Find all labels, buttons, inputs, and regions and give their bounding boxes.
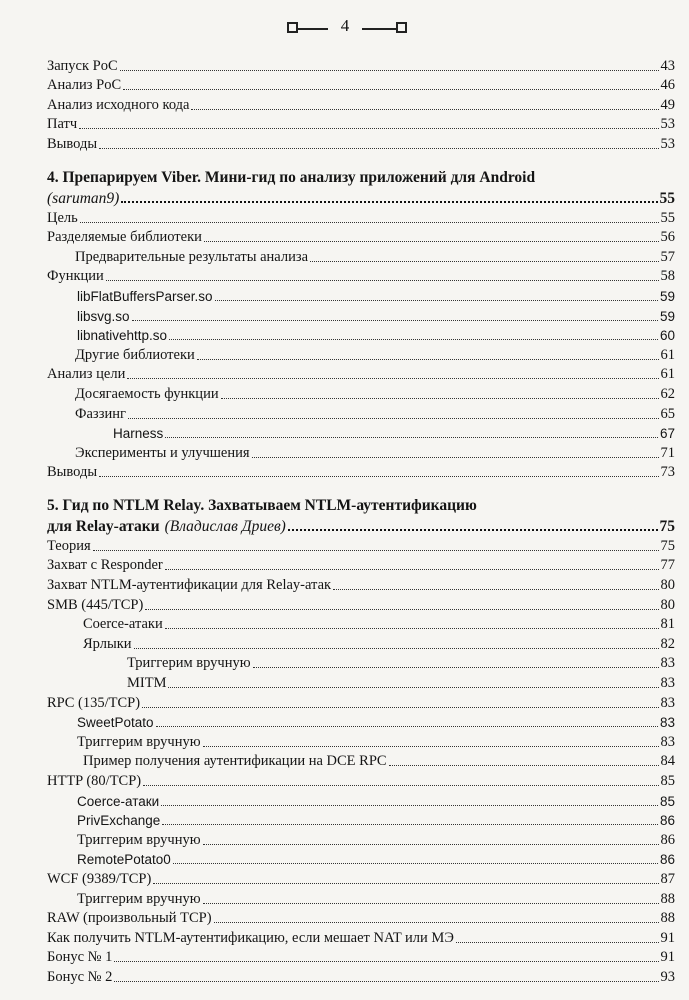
toc-entry: libFlatBuffersParser.so 59 [77,288,675,304]
table-of-contents [47,55,675,986]
header-rule-left [294,28,328,30]
toc-entry: Coerce-атаки 81 [83,616,675,633]
toc-entry: Фаззинг 65 [75,405,675,422]
page-number: 4 [340,16,350,35]
chapter-title-line2: для Relay-атаки (Владислав Дриев) 75 [47,518,675,536]
toc-entry: Harness 67 [113,426,675,442]
chapter-title: 5. Гид по NTLM Relay. Захватываем NTLM-аутентификацию [47,497,477,515]
toc-entry: Цель 55 [47,209,675,226]
toc-entry: Патч 53 [47,116,675,133]
header-box-right [396,22,407,33]
toc-entry: Выводы 53 [47,135,675,152]
toc-entry: Триггерим вручную 86 [77,831,675,848]
toc-entry: Досягаемость функции 62 [75,385,675,402]
toc-entry: Как получить NTLM-аутентификацию, если мешает NAT или МЭ 91 [47,929,675,946]
toc-entry: WCF (9389/TCP) 87 [47,870,675,887]
toc-entry: Бонус № 2 93 [47,968,675,985]
page-header [0,16,689,42]
toc-entry: Триггерим вручную 83 [127,655,675,672]
toc-entry: Триггерим вручную 83 [77,733,675,750]
header-box-left [287,22,298,33]
toc-entry: Функции 58 [47,268,675,285]
toc-entry: MITM 83 [127,675,675,692]
toc-entry: Пример получения аутентификации на DCE RPC 84 [83,753,675,770]
toc-entry: Выводы 73 [47,464,675,481]
toc-entry: SMB (445/TCP) 80 [47,596,675,613]
toc-entry: Бонус № 1 91 [47,949,675,966]
chapter-title-line2: (saruman9) 55 [47,189,675,207]
toc-entry: RAW (произвольный TCP) 88 [47,910,675,927]
toc-entry: SweetPotato 83 [77,715,675,731]
toc-entry: RemotePotato0 86 [77,852,675,868]
toc-entry: Предварительные результаты анализа 57 [75,248,675,265]
toc-entry: Захват NTLM-аутентификации для Relay-атак 80 [47,577,675,594]
toc-entry: Эксперименты и улучшения 71 [75,444,675,461]
toc-entry: Запуск PoC 43 [47,57,675,74]
toc-entry: Триггерим вручную 88 [77,890,675,907]
toc-entry: libnativehttp.so 60 [77,328,675,344]
toc-entry: Разделяемые библиотеки 56 [47,229,675,246]
toc-entry: HTTP (80/TCP) 85 [47,773,675,789]
chapter-title: 4. Препарируем Viber. Мини-гид по анализу приложений для Android [47,168,536,186]
toc-entry: Coerce-атаки 85 [77,793,675,809]
toc-entry: libsvg.so 59 [77,308,675,324]
toc-entry: Захват с Responder 77 [47,557,675,574]
toc-entry: PrivExchange 86 [77,813,675,829]
toc-entry: RPC (135/TCP) 83 [47,694,675,711]
toc-entry: Теория 75 [47,537,675,554]
toc-entry: Другие библиотеки 61 [75,346,675,363]
toc-entry: Анализ цели 61 [47,366,675,383]
toc-entry: Анализ PoC 46 [47,77,675,94]
header-rule-right [362,28,398,30]
toc-entry: Анализ исходного кода 49 [47,96,675,113]
toc-entry: Ярлыки 82 [83,635,675,652]
